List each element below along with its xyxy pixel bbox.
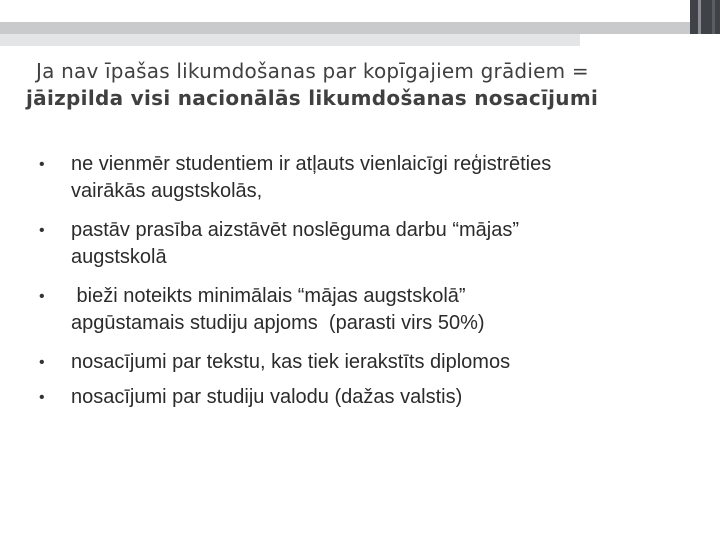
slide-title	[26, 58, 716, 112]
list-item	[36, 349, 676, 376]
list-item	[36, 217, 676, 271]
list-item-line: pastāv prasība aizstāvēt noslēguma darbu “mājas”	[71, 219, 520, 241]
bullet-icon: •	[39, 288, 45, 305]
bullet-icon: •	[39, 156, 45, 173]
list-item-line: bieži noteikts minimālais “mājas augstskolā”	[71, 285, 466, 307]
decorative-bar-dark	[690, 0, 720, 34]
decorative-bar-stripe	[698, 0, 701, 34]
decorative-bar-lighter	[0, 34, 580, 46]
bullet-icon: •	[39, 222, 45, 239]
list-item	[36, 384, 676, 411]
bullet-icon: •	[39, 354, 45, 371]
header-strip	[0, 0, 720, 22]
list-item-line: ne vienmēr studentiem ir atļauts vienlaicīgi reģistrēties	[71, 153, 552, 175]
decorative-bar-stripe	[712, 0, 715, 34]
list-item	[36, 151, 676, 205]
list-item-line: vairākās augstskolās,	[71, 180, 263, 202]
list-item	[36, 283, 676, 337]
decorative-bar-light	[0, 22, 720, 34]
list-item-line: nosacījumi par tekstu, kas tiek ierakstīts diplomos	[71, 351, 511, 373]
title-line-2: jāizpilda visi nacionālās likumdošanas nosacījumi	[26, 86, 599, 110]
list-item-line: apgūstamais studiju apjoms (parasti virs 50%)	[71, 312, 485, 334]
bullet-icon: •	[39, 389, 45, 406]
list-item-line: augstskolā	[71, 246, 167, 268]
title-line-1: Ja nav īpašas likumdošanas par kopīgajiem grādiem =	[36, 59, 589, 83]
bullet-list	[36, 151, 676, 423]
list-item-line: nosacījumi par studiju valodu (dažas valstis)	[71, 386, 463, 408]
